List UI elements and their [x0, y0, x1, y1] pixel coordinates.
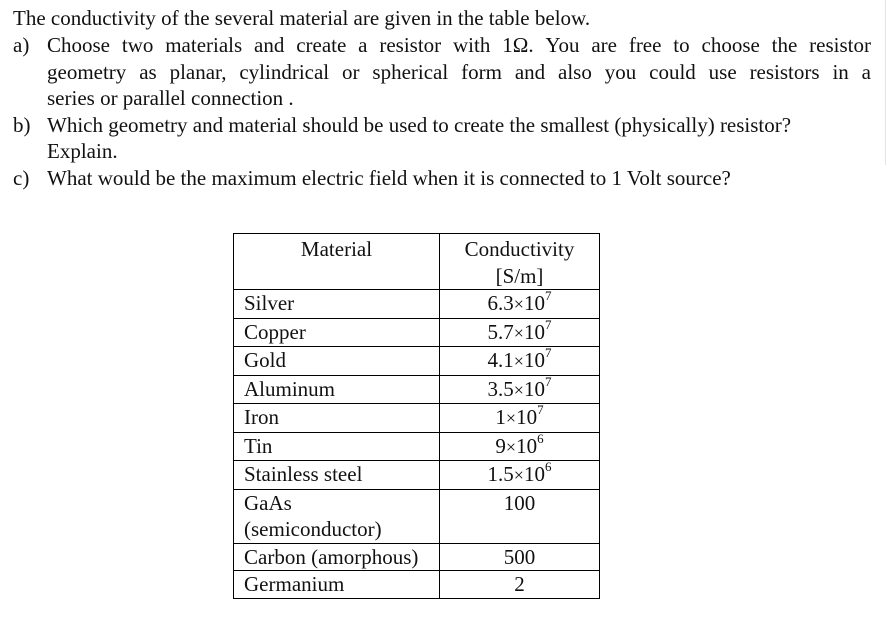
table-row	[234, 347, 600, 376]
conductivity-cell	[440, 461, 600, 490]
value-mantissa: 1	[495, 405, 506, 429]
material-cell: Germanium	[234, 571, 440, 599]
value-mantissa: 6.3	[487, 291, 514, 315]
question-line: Choose two materials and create a resistor with 1Ω. You are free to choose the resistor	[47, 33, 871, 57]
material-cell: Gold	[234, 347, 440, 376]
conductivity-table	[233, 233, 600, 599]
material-cell: Silver	[234, 290, 440, 319]
table-row	[234, 318, 600, 347]
question-text	[47, 165, 871, 192]
header-material-label: Material	[300, 237, 373, 261]
table-row	[234, 571, 600, 599]
conductivity-cell: 2	[440, 571, 600, 599]
value-base: 10	[523, 376, 545, 401]
question-line: What would be the maximum electric field when it is connected to 1 Volt source?	[47, 165, 731, 190]
question-line: series or parallel connection .	[47, 86, 294, 110]
intro-text: The conductivity of the several material are given in the table below.	[13, 6, 591, 30]
value-base: 10	[516, 433, 538, 458]
value-base: 10	[516, 405, 538, 429]
value-exponent: 7	[544, 316, 552, 332]
table-row	[234, 489, 600, 543]
question-line: Which geometry and material should be used to create the smallest (physically) resistor?	[47, 112, 792, 137]
material-cell: Tin	[234, 432, 440, 461]
conductivity-cell	[440, 290, 600, 319]
question-text	[47, 32, 871, 112]
value-exponent: 7	[537, 402, 544, 417]
conductivity-cell: 100	[440, 489, 600, 543]
value-times: ×	[513, 351, 524, 371]
material-cell: Carbon (amorphous)	[234, 543, 440, 571]
question-line: geometry as planar, cylindrical or spherical form and also you could use resistors in a	[47, 59, 871, 84]
table-row	[234, 375, 600, 404]
question-c	[13, 165, 871, 192]
material-cell: Iron	[234, 404, 440, 433]
question-text	[47, 112, 871, 165]
question-list	[13, 32, 871, 191]
value-exponent: 6	[544, 459, 552, 474]
table-row	[234, 461, 600, 490]
material-note: (semiconductor)	[244, 517, 382, 541]
table-row	[234, 290, 600, 319]
value-times: ×	[505, 436, 517, 457]
value-times: ×	[513, 294, 524, 314]
material-cell: Copper	[234, 318, 440, 347]
question-marker: c)	[13, 165, 30, 190]
table-row	[234, 404, 600, 433]
header-material	[234, 234, 440, 290]
conductivity-cell	[440, 375, 600, 404]
value-times: ×	[513, 322, 524, 343]
table-header-row	[234, 234, 600, 290]
value-exponent: 7	[544, 345, 552, 360]
value-exponent: 6	[537, 430, 544, 446]
header-conductivity	[440, 234, 600, 290]
material-name: GaAs	[244, 490, 292, 515]
value-base: 10	[523, 319, 545, 344]
conductivity-cell: 500	[440, 543, 600, 571]
material-cell: Stainless steel	[234, 461, 440, 490]
value-times: ×	[513, 379, 524, 400]
value-base: 10	[523, 291, 545, 315]
value-mantissa: 4.1	[487, 348, 514, 372]
value-mantissa: 5.7	[487, 319, 514, 344]
material-cell	[234, 489, 440, 543]
conductivity-cell	[440, 404, 600, 433]
header-conductivity-unit: [S/m]	[495, 263, 544, 288]
question-marker: b)	[13, 112, 31, 137]
value-times: ×	[505, 408, 517, 428]
value-mantissa: 9	[495, 433, 506, 458]
conductivity-cell	[440, 318, 600, 347]
question-line: Explain.	[47, 139, 118, 163]
value-base: 10	[523, 348, 545, 372]
conductivity-cell	[440, 347, 600, 376]
table-row	[234, 432, 600, 461]
question-a	[13, 32, 871, 112]
value-base: 10	[523, 462, 545, 486]
value-exponent: 7	[544, 373, 552, 389]
material-cell: Aluminum	[234, 375, 440, 404]
question-marker: a)	[13, 33, 30, 57]
conductivity-cell	[440, 432, 600, 461]
value-times: ×	[513, 465, 524, 485]
question-b	[13, 112, 871, 165]
header-conductivity-label: Conductivity	[464, 237, 575, 261]
page-edge-line	[885, 0, 886, 165]
table-row	[234, 543, 600, 571]
value-mantissa: 3.5	[487, 376, 514, 401]
value-exponent: 7	[544, 288, 552, 303]
value-mantissa: 1.5	[487, 462, 514, 486]
